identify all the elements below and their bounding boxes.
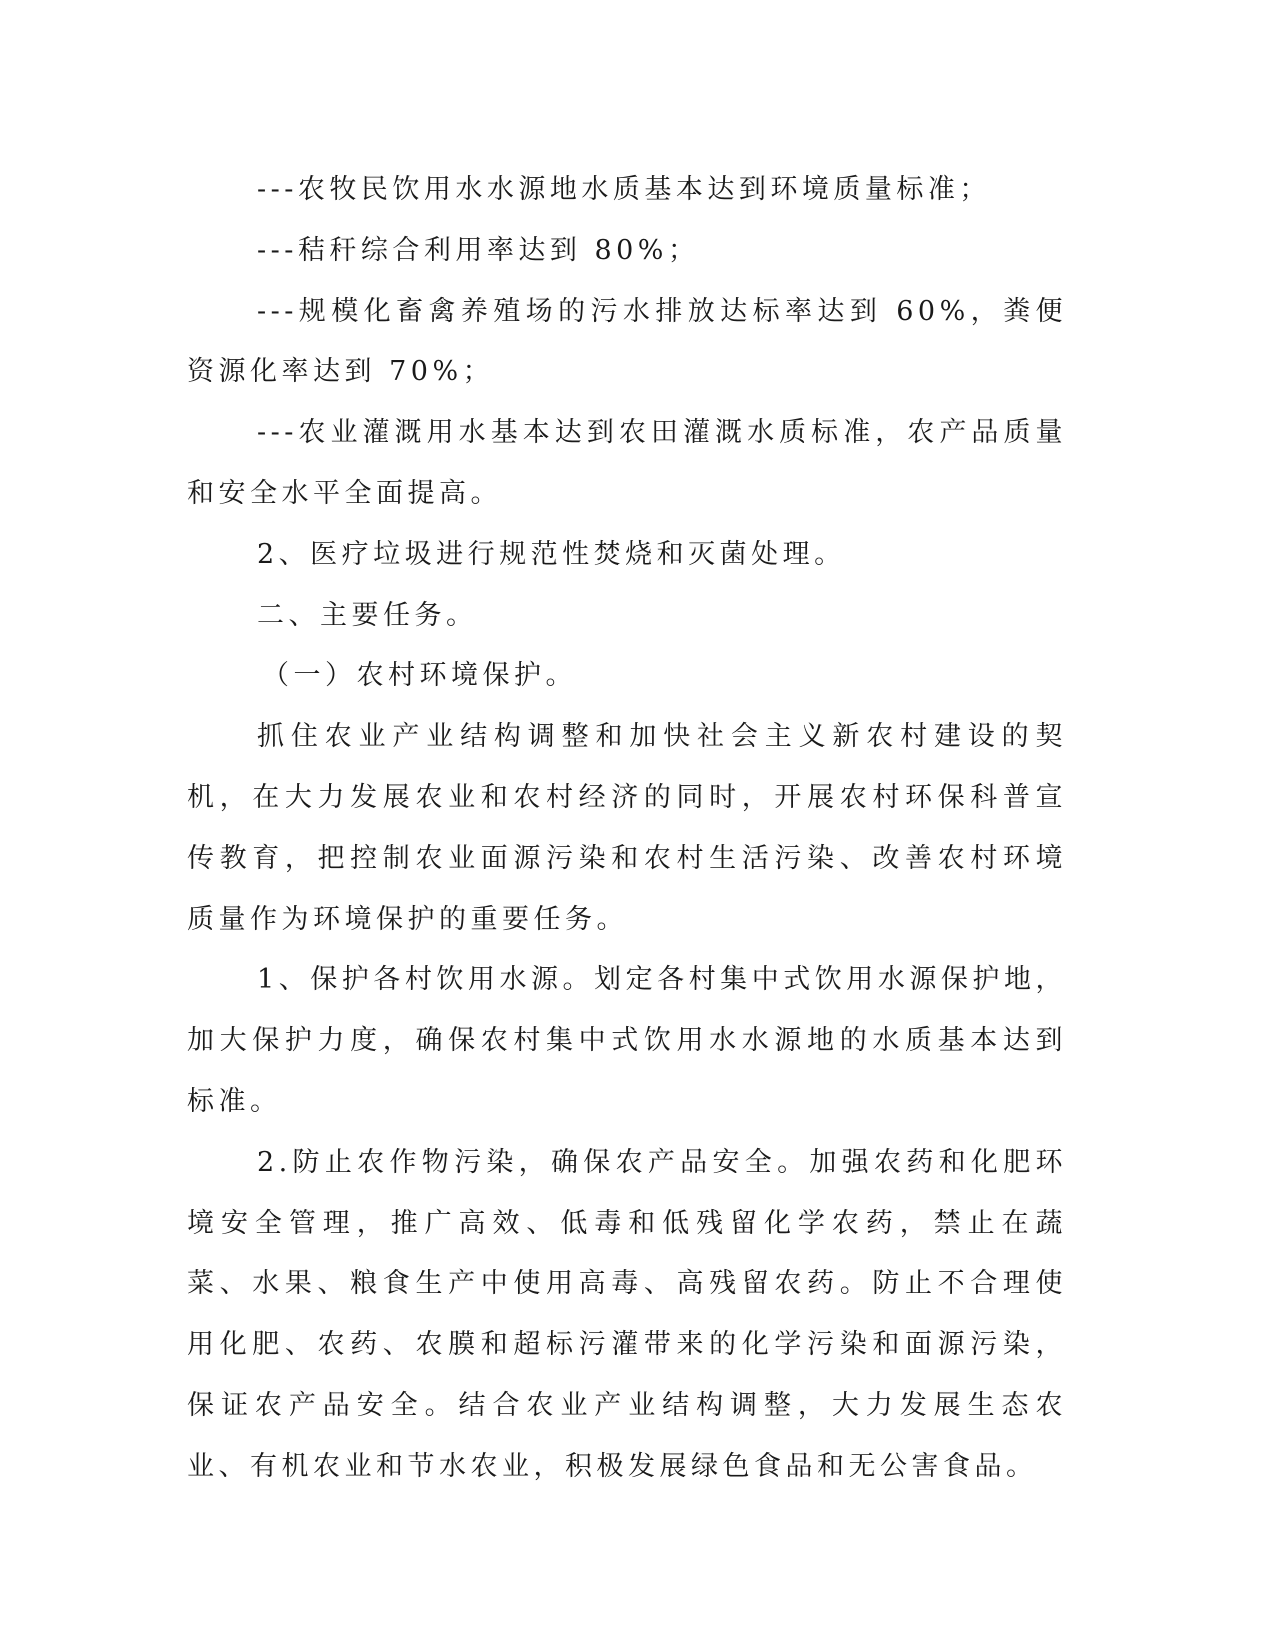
- paragraph-livestock-sewage-target: ---规模化畜禽养殖场的污水排放达标率达到 60%，粪便资源化率达到 70%；: [187, 295, 1067, 388]
- paragraph-medical-waste: 2、医疗垃圾进行规范性焚烧和灭菌处理。: [257, 538, 846, 570]
- paragraph-prevent-crop-pollution: 2.防止农作物污染，确保农产品安全。加强农药和化肥环境安全管理，推广高效、低毒和低残留化学农药，禁止在蔬菜、水果、粮食生产中使用高毒、高残留农药。防止不合理使用化肥、农药、农膜和超标污灌带来的化学污染和面源污染，保证农产品安全。结合农业产业结构调整，大力发展生态农业、有机农业和节水农业，积极发展绿色食品和无公害食品。: [187, 1146, 1067, 1482]
- paragraph-protect-water-sources: 1、保护各村饮用水源。划定各村集中式饮用水源保护地，加大保护力度，确保农村集中式饮用水水源地的水质基本达到标准。: [187, 964, 1067, 1117]
- section-heading-main-tasks: 二、主要任务。: [257, 599, 478, 631]
- paragraph-irrigation-water-target: ---农业灌溉用水基本达到农田灌溉水质标准，农产品质量和安全水平全面提高。: [187, 417, 1067, 509]
- document-body: [187, 160, 1067, 1498]
- paragraph-straw-utilization-target: ---秸秆综合利用率达到 80%；: [257, 234, 700, 266]
- paragraph-rural-environment-intro: 抓住农业产业结构调整和加快社会主义新农村建设的契机，在大力发展农业和农村经济的同时，开展农村环保科普宣传教育，把控制农业面源污染和农村生活污染、改善农村环境质量作为环境保护的重要任务。: [187, 721, 1067, 935]
- paragraph-drinking-water-target: ---农牧民饮用水水源地水质基本达到环境质量标准；: [257, 174, 991, 205]
- subsection-heading-rural-environment: （一）农村环境保护。: [262, 660, 577, 692]
